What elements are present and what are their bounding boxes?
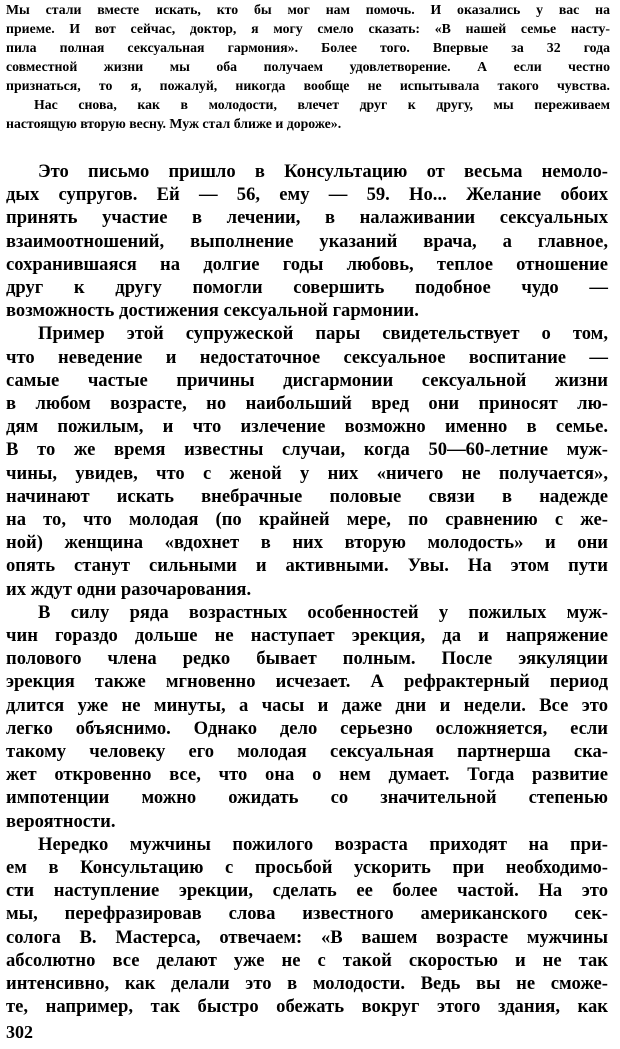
body-line: длится уже не минуты, а часы и даже дни и недели. Все это bbox=[6, 694, 608, 716]
body-line: В то же время известны случаи, когда 50—60-летние муж- bbox=[6, 439, 608, 461]
body-line: интенсивно, как делали это в молодости. Ведь вы не сможе- bbox=[6, 973, 608, 994]
body-line: самые частые причины дисгармонии сексуальной жизни bbox=[6, 369, 608, 391]
body-line: Это письмо пришло в Консультацию от весьма немоло- bbox=[38, 161, 608, 182]
letter-line: совместной жизни мы оба получаем удовлетворение. А если честно bbox=[6, 59, 610, 74]
body-line: легко объяснимо. Однако дело серьезно осложняется, если bbox=[6, 717, 608, 739]
body-line: чин гораздо дольше не наступает эрекция, да и напряжение bbox=[6, 625, 608, 646]
body-line: сти наступление эрекции, сделать ее более частой. На это bbox=[6, 880, 608, 902]
body-line: принять участие в лечении, в налаживании сексуальных bbox=[6, 207, 608, 229]
letter-line: настоящую вторую весну. Муж стал ближе и дороже». bbox=[6, 116, 342, 131]
body-line: опять станут сильными и активными. Увы. На этом пути bbox=[6, 555, 608, 577]
body-line: такому человеку его молодая сексуальная партнерша ска- bbox=[6, 741, 608, 762]
body-line: В силу ряда возрастных особенностей у пожилых муж- bbox=[38, 601, 608, 623]
letter-line: Мы стали вместе искать, кто бы мог нам помочь. И оказались у вас на bbox=[6, 2, 610, 17]
letter-line: признаться, то я, пожалуй, никогда вообще не испытывала такого чувства. bbox=[6, 78, 610, 93]
letter-line: пила полная сексуальная гармония». Более того. Впервые за 32 года bbox=[6, 40, 610, 55]
body-line: жет откровенно все, что она о нем думает. Тогда развитие bbox=[6, 764, 608, 786]
body-line: на то, что молодая (по крайней мере, по сравнению с же- bbox=[6, 509, 608, 530]
body-line: импотенции можно ожидать со значительной степенью bbox=[6, 787, 608, 809]
body-line: дям пожилым, и что излечение возможно именно в семье. bbox=[6, 416, 608, 438]
body-line: друг к другу помогли совершить подобное чудо — bbox=[6, 277, 608, 298]
body-line: что неведение и недостаточное сексуальное воспитание — bbox=[6, 346, 608, 368]
body-line: те, например, так быстро обежать вокруг этого здания, как bbox=[6, 996, 608, 1018]
body-line: полового члена редко бывает полным. После эякуляции bbox=[6, 648, 608, 670]
body-line: ной) женщина «вдохнет в них вторую молодость» и они bbox=[6, 532, 608, 554]
page-number: 302 bbox=[6, 1022, 33, 1042]
body-line: возможность достижения сексуальной гармонии. bbox=[6, 300, 419, 322]
body-line: эрекция также мгновенно исчезает. А рефрактерный период bbox=[6, 671, 608, 693]
body-line: абсолютно все делают уже не с такой скоростью и не так bbox=[6, 949, 608, 971]
body-line: солога В. Мастерса, отвечаем: «В вашем возрасте мужчины bbox=[6, 926, 608, 948]
body-line: Нередко мужчины пожилого возраста приходят на при- bbox=[38, 833, 608, 855]
body-line: Пример этой супружеской пары свидетельствует о том, bbox=[38, 323, 608, 345]
body-line: вероятности. bbox=[6, 810, 116, 832]
body-line: ем в Консультацию с просьбой ускорить при необходимо- bbox=[6, 857, 608, 878]
body-line: начинают искать внебрачные половые связи в надежде bbox=[6, 485, 608, 507]
body-line: в любом возрасте, но наибольший вред они приносят лю- bbox=[6, 393, 608, 414]
body-line: дых супругов. Ей — 56, ему — 59. Но... Желание обоих bbox=[6, 184, 608, 206]
letter-line: Нас снова, как в молодости, влечет друг к другу, мы переживаем bbox=[34, 97, 610, 112]
body-line: чины, увидев, что с женой у них «ничего не получается», bbox=[6, 462, 608, 484]
body-line: взаимоотношений, выполнение указаний врача, а главное, bbox=[6, 230, 608, 252]
body-line: сохранившаяся на долгие годы любовь, теплое отношение bbox=[6, 253, 608, 275]
body-line: мы, перефразировав слова известного американского сек- bbox=[6, 903, 608, 925]
body-line: их ждут одни разочарования. bbox=[6, 578, 252, 600]
letter-line: приеме. И вот сейчас, доктор, я могу смело сказать: «В нашей семье насту- bbox=[6, 21, 610, 36]
